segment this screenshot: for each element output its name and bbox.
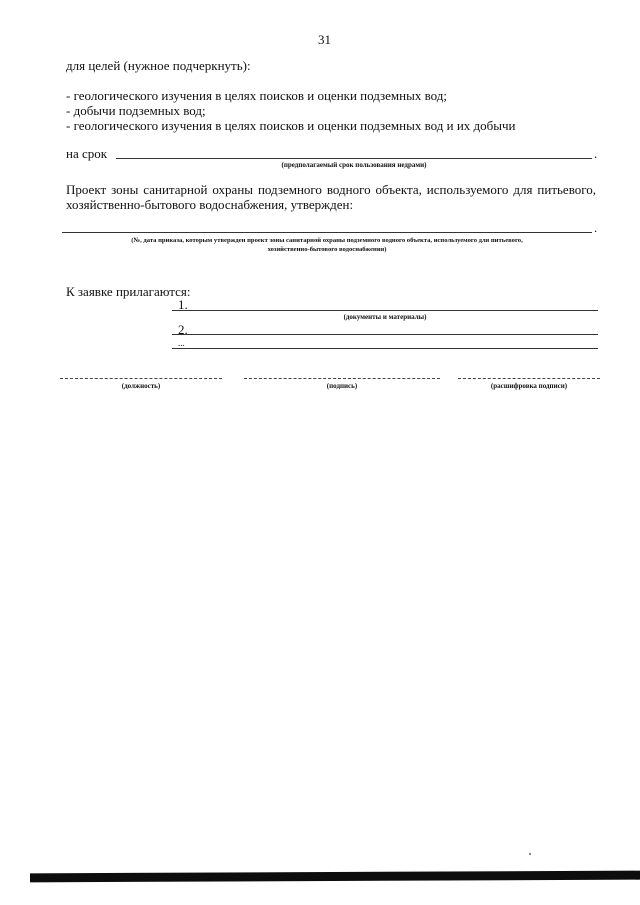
term-label: на срок: [66, 146, 108, 161]
project-caption-line1: (№, дата приказа, которым утвержден проект зоны санитарной охраны подземного водного объекта, используемого для питьевого,: [131, 237, 523, 244]
purpose-item: - геологического изучения в целях поисков и оценки подземных вод;: [66, 88, 448, 103]
attachment-line: [172, 334, 598, 335]
purpose-heading: для целей (нужное подчеркнуть):: [66, 58, 251, 73]
attachment-line: [172, 310, 598, 311]
term-field-line: [116, 158, 592, 159]
project-caption-line2: хозяйственно-бытового водоснабжения): [267, 246, 387, 253]
attachment-item-number: 2.: [178, 322, 188, 337]
attachments-caption: (документы и материалы): [343, 313, 427, 321]
scan-edge-bar: [30, 871, 640, 883]
attachments-heading: К заявке прилагаются:: [66, 284, 191, 299]
term-caption: (предполагаемый срок пользования недрами): [281, 161, 427, 169]
project-text-line1: Проект зоны санитарной охраны подземного водного объекта, используемого для питьевого,: [66, 182, 596, 197]
name-caption: (расшифровка подписи): [490, 382, 568, 390]
position-caption: (должность): [121, 382, 161, 390]
position-line: [60, 378, 222, 379]
purpose-item: - геологического изучения в целях поисков и оценки подземных вод и их добычи: [66, 118, 516, 133]
attachment-item-number: ...: [178, 338, 185, 348]
attachment-item-number: 1.: [178, 297, 188, 312]
signature-caption: (подпись): [326, 382, 358, 390]
signature-line: [244, 378, 440, 379]
term-end-mark: .: [594, 146, 598, 161]
scan-speck: [529, 853, 531, 855]
page-number: 31: [318, 32, 331, 47]
purpose-item: - добычи подземных вод;: [66, 103, 206, 118]
project-field-line: [62, 232, 592, 233]
attachment-line: [172, 348, 598, 349]
name-line: [458, 378, 600, 379]
project-end-mark: .: [594, 220, 598, 235]
project-text-line2: хозяйственно-бытового водоснабжения, утвержден:: [66, 197, 354, 212]
